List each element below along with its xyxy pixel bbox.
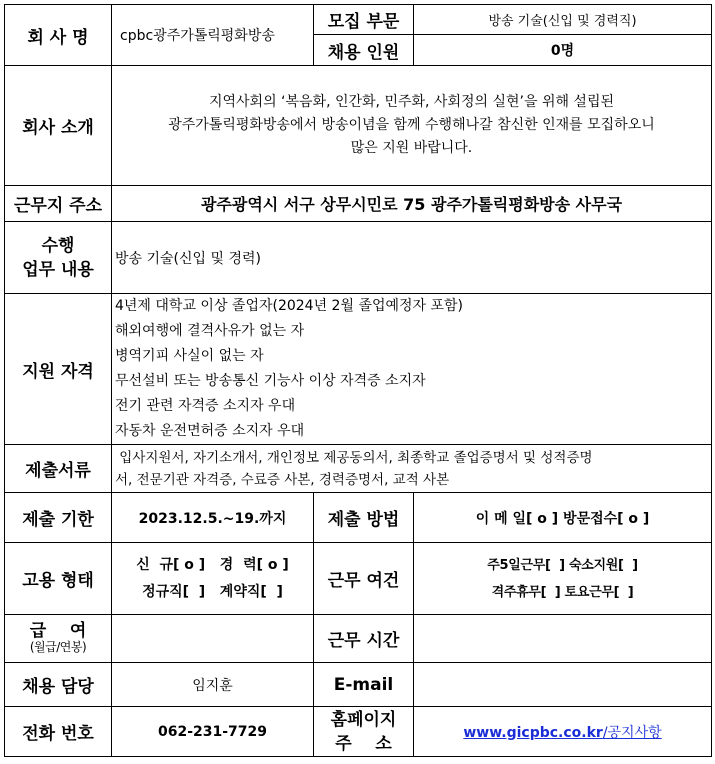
- qualification-item: 해외여행에 결격사유가 없는 자: [115, 323, 305, 339]
- headcount-label: 채용 인원: [314, 35, 414, 66]
- homepage-label-line1: 홈페이지: [330, 709, 397, 730]
- employment-line: 정규직[ ] 계약직[ ]: [142, 583, 283, 600]
- duty-label-line1: 수행: [41, 235, 75, 256]
- submit-method-value: 이 메 일[ o ] 방문접수[ o ]: [414, 493, 712, 543]
- qualification-item: 자동차 운전면허증 소지자 우대: [115, 423, 305, 439]
- documents-line: 서, 전문기관 자격증, 수료증 사본, 경력증명서, 교적 사본: [115, 471, 450, 488]
- documents-line: 입사지원서, 자기소개서, 개인정보 제공동의서, 최종학교 졸업증명서 및 성적증명: [115, 449, 593, 466]
- employment-value: [112, 543, 314, 615]
- qualification-label: 지원 자격: [5, 294, 112, 445]
- work-hours-value: [414, 615, 712, 663]
- company-intro: [112, 66, 712, 186]
- manager-label: 채용 담당: [5, 663, 112, 707]
- homepage-label-line2: 주 소: [335, 733, 392, 754]
- division-label: 모집 부문: [314, 5, 414, 35]
- salary-label-sub: (월급/연봉): [29, 639, 87, 654]
- headcount-value: 0명: [414, 35, 712, 66]
- duty-value: 방송 기술(신입 및 경력): [112, 222, 712, 294]
- intro-line: 광주가톨릭평화방송에서 방송이념을 함께 수행해나갈 참신한 인재를 모집하오니: [168, 117, 655, 133]
- duty-label-line2: 업무 내용: [22, 259, 94, 280]
- conditions-value: [414, 543, 712, 615]
- documents-value: [112, 445, 712, 493]
- company-label: 회 사 명: [5, 5, 112, 66]
- intro-line: 지역사회의 ‘복음화, 인간화, 민주화, 사회정의 실현’을 위해 설립된: [208, 94, 615, 110]
- homepage-label: [314, 707, 414, 757]
- duty-label: [5, 222, 112, 294]
- qualification-item: 무선설비 또는 방송통신 기능사 이상 자격증 소지자: [115, 373, 426, 389]
- phone-label: 전화 번호: [5, 707, 112, 757]
- qualification-item: 4년제 대학교 이상 졸업자(2024년 2월 졸업예정자 포함): [115, 298, 464, 314]
- conditions-line: 주5일근무[ ] 숙소지원[ ]: [487, 557, 638, 573]
- company-name: cpbc광주가톨릭평화방송: [112, 5, 314, 66]
- email-label: E-mail: [314, 663, 414, 707]
- deadline-value: 2023.12.5.~19.까지: [112, 493, 314, 543]
- phone-value: 062-231-7729: [112, 707, 314, 757]
- address-label: 근무지 주소: [5, 186, 112, 222]
- salary-label: [5, 615, 112, 663]
- qualification-list: [112, 294, 712, 445]
- intro-label: 회사 소개: [5, 66, 112, 186]
- email-value: [414, 663, 712, 707]
- conditions-label: 근무 여건: [314, 543, 414, 615]
- manager-value: 임지훈: [112, 663, 314, 707]
- division-value: 방송 기술(신입 및 경력직): [414, 5, 712, 35]
- qualification-item: 전기 관련 자격증 소지자 우대: [115, 398, 296, 414]
- homepage-url-link[interactable]: www.gicpbc.co.kr: [463, 724, 603, 741]
- salary-value: [112, 615, 314, 663]
- conditions-line: 격주휴무[ ] 토요근무[ ]: [491, 584, 634, 600]
- documents-label: 제출서류: [5, 445, 112, 493]
- qualification-item: 병역기피 사실이 없는 자: [115, 348, 264, 364]
- homepage-notice-link[interactable]: /공지사항: [602, 724, 662, 741]
- employment-label: 고용 형태: [5, 543, 112, 615]
- work-hours-label: 근무 시간: [314, 615, 414, 663]
- deadline-label: 제출 기한: [5, 493, 112, 543]
- salary-label-main: 급 여: [29, 620, 87, 641]
- employment-line: 신 규[ o ] 경 력[ o ]: [136, 556, 289, 573]
- homepage-value: [414, 707, 712, 757]
- job-posting-table: [4, 4, 712, 757]
- submit-method-label: 제출 방법: [314, 493, 414, 543]
- address-value: 광주광역시 서구 상무시민로 75 광주가톨릭평화방송 사무국: [112, 186, 712, 222]
- intro-line: 많은 지원 바랍니다.: [350, 140, 473, 156]
